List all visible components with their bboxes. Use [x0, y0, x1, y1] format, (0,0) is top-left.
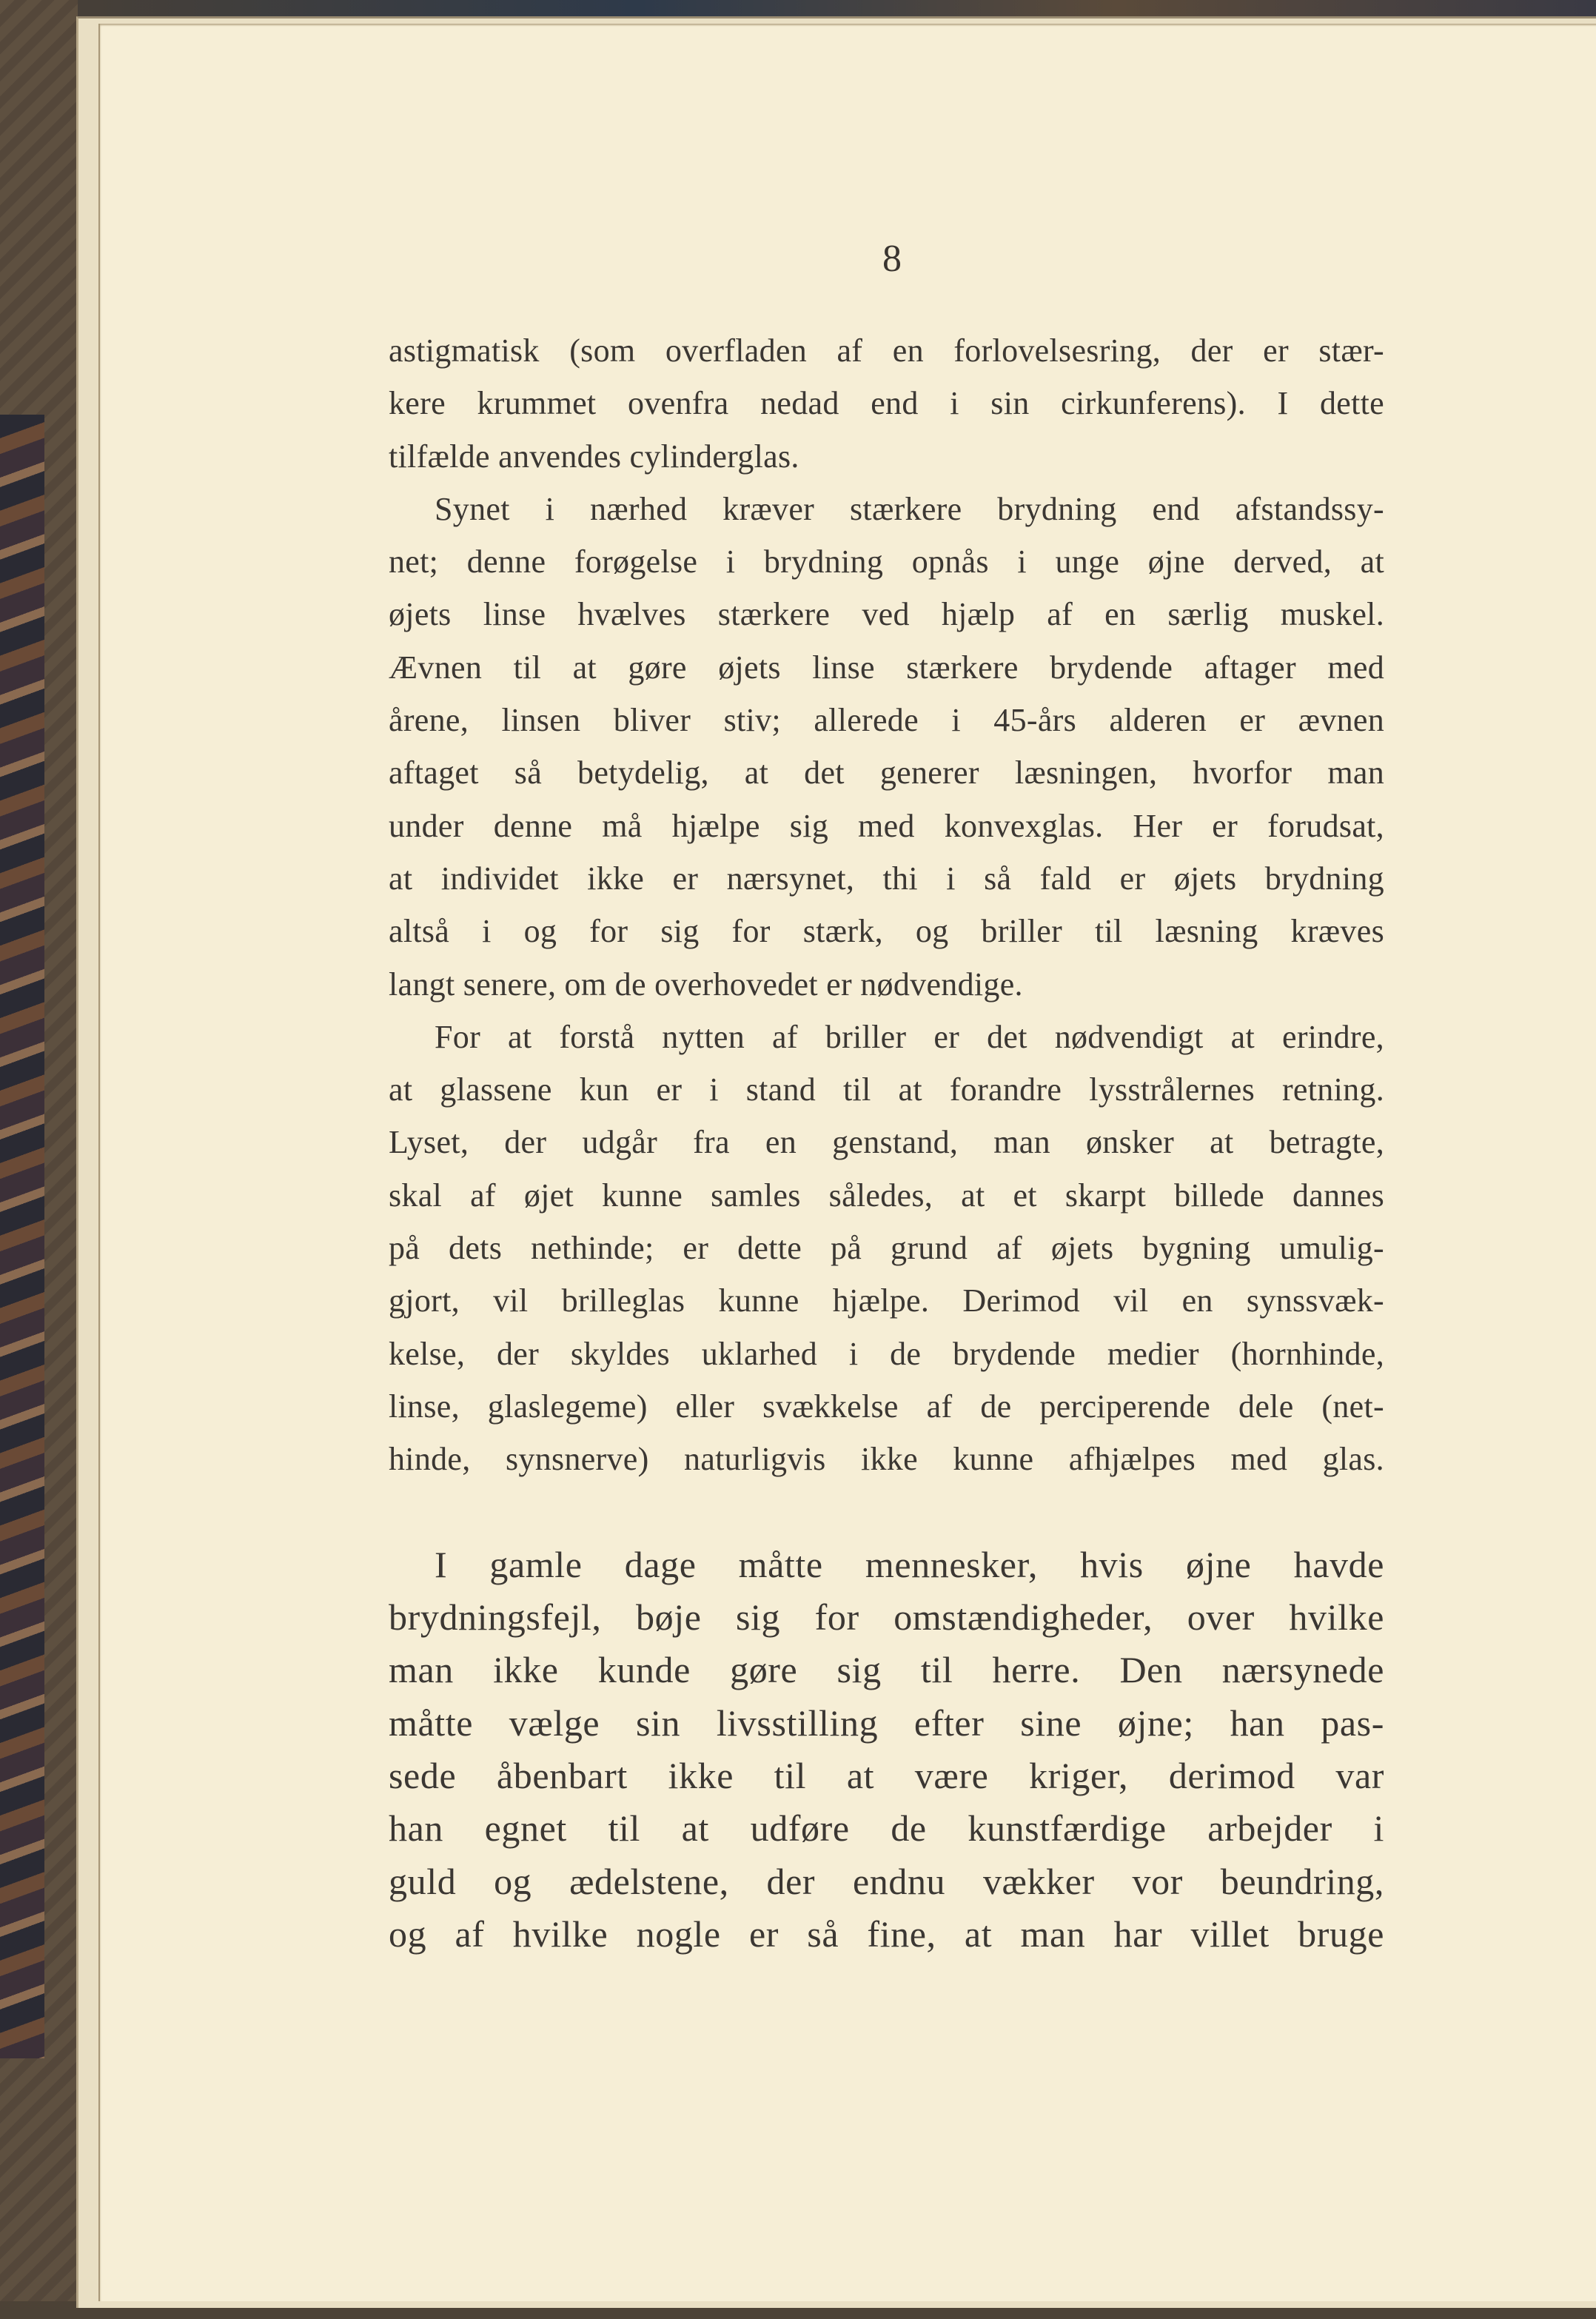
text-line: kere krummet ovenfra nedad end i sin cirkunferens). I dette	[389, 385, 1384, 422]
page-body	[389, 324, 1384, 1961]
text-line: net; denne forøgelse i brydning opnås i unge øjne derved, at	[389, 543, 1384, 580]
section-gap	[389, 1486, 1384, 1539]
book-cover-spine	[0, 0, 78, 2319]
text-line: at glassene kun er i stand til at forandre lysstrålernes retning.	[389, 1071, 1384, 1108]
text-line: han egnet til at udføre de kunstfærdige arbejder i	[389, 1807, 1384, 1850]
text-line: aftaget så betydelig, at det generer læsningen, hvorfor man	[389, 754, 1384, 792]
paragraph-3	[389, 1011, 1384, 1486]
text-line: altså i og for sig for stærk, og briller til læsning kræves	[389, 913, 1384, 950]
text-line: For at forstå nytten af briller er det nødvendigt at erindre,	[435, 1018, 1384, 1055]
text-line: måtte vælge sin livsstilling efter sine øjne; han pas-	[389, 1701, 1384, 1744]
text-line: Lyset, der udgår fra en genstand, man ønsker at betragte,	[389, 1124, 1384, 1161]
paragraph-1	[389, 324, 1384, 483]
text-line: langt senere, om de overhovedet er nødvendige.	[389, 966, 1023, 1003]
text-line: at individet ikke er nærsynet, thi i så fald er øjets brydning	[389, 860, 1384, 897]
text-line: brydningsfejl, bøje sig for omstændigheder, over hvilke	[389, 1596, 1384, 1639]
text-line: under denne må hjælpe sig med konvexglas. Her er forudsat,	[389, 807, 1384, 844]
text-line: på dets nethinde; er dette på grund af øjets bygning umulig-	[389, 1230, 1384, 1267]
text-line: øjets linse hvælves stærkere ved hjælp af en særlig muskel.	[389, 596, 1384, 633]
text-line: I gamle dage måtte mennesker, hvis øjne havde	[435, 1543, 1384, 1585]
text-line: Synet i nærhed kræver stærkere brydning end afstandssy-	[435, 490, 1384, 527]
text-line: sede åbenbart ikke til at være kriger, derimod var	[389, 1755, 1384, 1797]
text-line: guld og ædelstene, der endnu vækker vor beundring,	[389, 1860, 1384, 1902]
text-line: man ikke kunde gøre sig til herre. Den nærsynede	[389, 1649, 1384, 1691]
text-line: hinde, synsnerve) naturligvis ikke kunne afhjælpes med glas.	[389, 1441, 1384, 1478]
marbled-cover	[0, 415, 44, 2058]
text-line: og af hvilke nogle er så fine, at man har villet bruge	[389, 1913, 1384, 1955]
paragraph-4	[389, 1539, 1384, 1961]
text-line: astigmatisk (som overfladen af en forlovelsesring, der er stær-	[389, 332, 1384, 369]
paragraph-2	[389, 483, 1384, 1011]
page-number: 8	[882, 238, 902, 280]
text-line: kelse, der skyldes uklarhed i de brydende medier (hornhinde,	[389, 1335, 1384, 1372]
text-line: Ævnen til at gøre øjets linse stærkere brydende aftager med	[389, 649, 1384, 686]
text-line: linse, glaslegeme) eller svækkelse af de perciperende dele (net-	[389, 1388, 1384, 1425]
text-line: skal af øjet kunne samles således, at et skarpt billede dannes	[389, 1177, 1384, 1214]
text-line: årene, linsen bliver stiv; allerede i 45-års alderen er ævnen	[389, 702, 1384, 739]
text-line: tilfælde anvendes cylinderglas.	[389, 438, 799, 475]
text-line: gjort, vil brilleglas kunne hjælpe. Derimod vil en synssvæk-	[389, 1282, 1384, 1319]
